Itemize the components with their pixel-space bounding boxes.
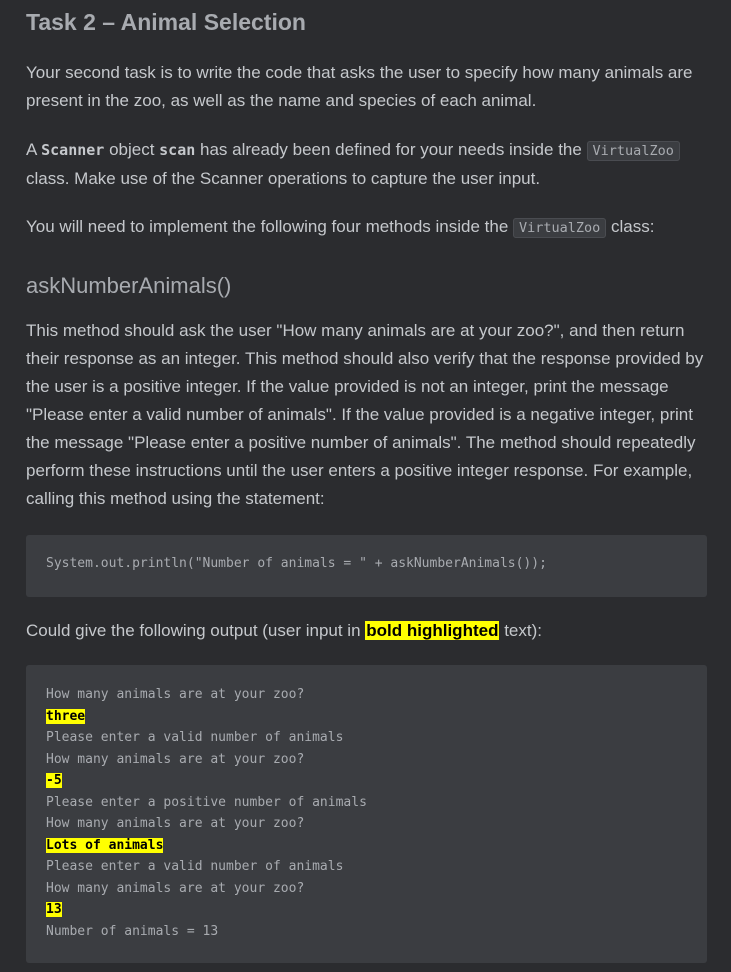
program-output-text: Please enter a valid number of animals bbox=[46, 859, 344, 874]
scanner-prefix: A bbox=[26, 140, 42, 159]
implement-suffix: class: bbox=[606, 217, 655, 236]
output-intro-before: Could give the following output (user input in bbox=[26, 621, 366, 640]
program-output-text: Number of animals = 13 bbox=[46, 923, 219, 939]
output-line bbox=[46, 878, 687, 900]
program-output-text: How many animals are at your zoo? bbox=[46, 687, 305, 702]
statement-code-block: System.out.println("Number of animals = " + askNumberAnimals()); bbox=[26, 535, 707, 597]
user-input-text: three bbox=[46, 708, 86, 724]
program-output-text: Please enter a valid number of animals bbox=[46, 730, 344, 745]
page-title: Task 2 – Animal Selection bbox=[26, 9, 306, 35]
output-line bbox=[46, 749, 687, 771]
output-line-user-input bbox=[46, 835, 687, 857]
program-output-text: How many animals are at your zoo? bbox=[46, 880, 305, 896]
virtualzoo-class-chip: VirtualZoo bbox=[513, 218, 606, 238]
scan-keyword: scan bbox=[159, 141, 196, 159]
output-line bbox=[46, 856, 687, 878]
intro-paragraph: Your second task is to write the code that asks the user to specify how many animals are present in the zoo, as well as the name and species of each animal. bbox=[26, 63, 693, 110]
implement-paragraph bbox=[26, 213, 707, 242]
program-output-text: How many animals are at your zoo? bbox=[46, 816, 305, 831]
program-output-text: Please enter a positive number of animals bbox=[46, 794, 367, 810]
virtualzoo-class-chip: VirtualZoo bbox=[587, 141, 680, 161]
output-line bbox=[46, 792, 687, 814]
output-intro-after: text): bbox=[499, 621, 542, 640]
scanner-keyword: Scanner bbox=[41, 141, 105, 159]
output-line-user-input bbox=[46, 706, 687, 728]
user-input-text: Lots of animals bbox=[46, 837, 164, 853]
output-line-user-input bbox=[46, 899, 687, 921]
output-line bbox=[46, 684, 687, 706]
scanner-after-scan: has already been defined for your needs inside the bbox=[195, 140, 587, 159]
scanner-paragraph bbox=[26, 136, 707, 193]
output-line bbox=[46, 813, 687, 835]
scanner-middle: object bbox=[104, 140, 160, 159]
section-title: askNumberAnimals() bbox=[26, 273, 232, 298]
program-output-text: How many animals are at your zoo? bbox=[46, 751, 305, 767]
implement-text: You will need to implement the following four methods inside the bbox=[26, 217, 513, 236]
output-intro-paragraph bbox=[26, 617, 707, 645]
description-paragraph: This method should ask the user "How many animals are at your zoo?", and then return their response as an integer. This method should also verify that the response provided by the user is a positive integer. If the value provided is not an integer, print the message "Please enter a valid number of animals". If the value provided is a negative integer, print the message "Please enter a positive number of animals". The method should repeatedly perform these instructions until the user enters a positive integer response. For example, calling this method using the statement: bbox=[26, 321, 704, 508]
output-line bbox=[46, 921, 687, 943]
scanner-suffix: class. Make use of the Scanner operations to capture the user input. bbox=[26, 169, 541, 188]
highlight-example: bold highlighted bbox=[366, 621, 499, 640]
user-input-text: 13 bbox=[46, 902, 62, 917]
output-line bbox=[46, 727, 687, 749]
output-line-user-input bbox=[46, 770, 687, 792]
output-code-block bbox=[26, 665, 707, 963]
user-input-text: -5 bbox=[46, 773, 62, 788]
